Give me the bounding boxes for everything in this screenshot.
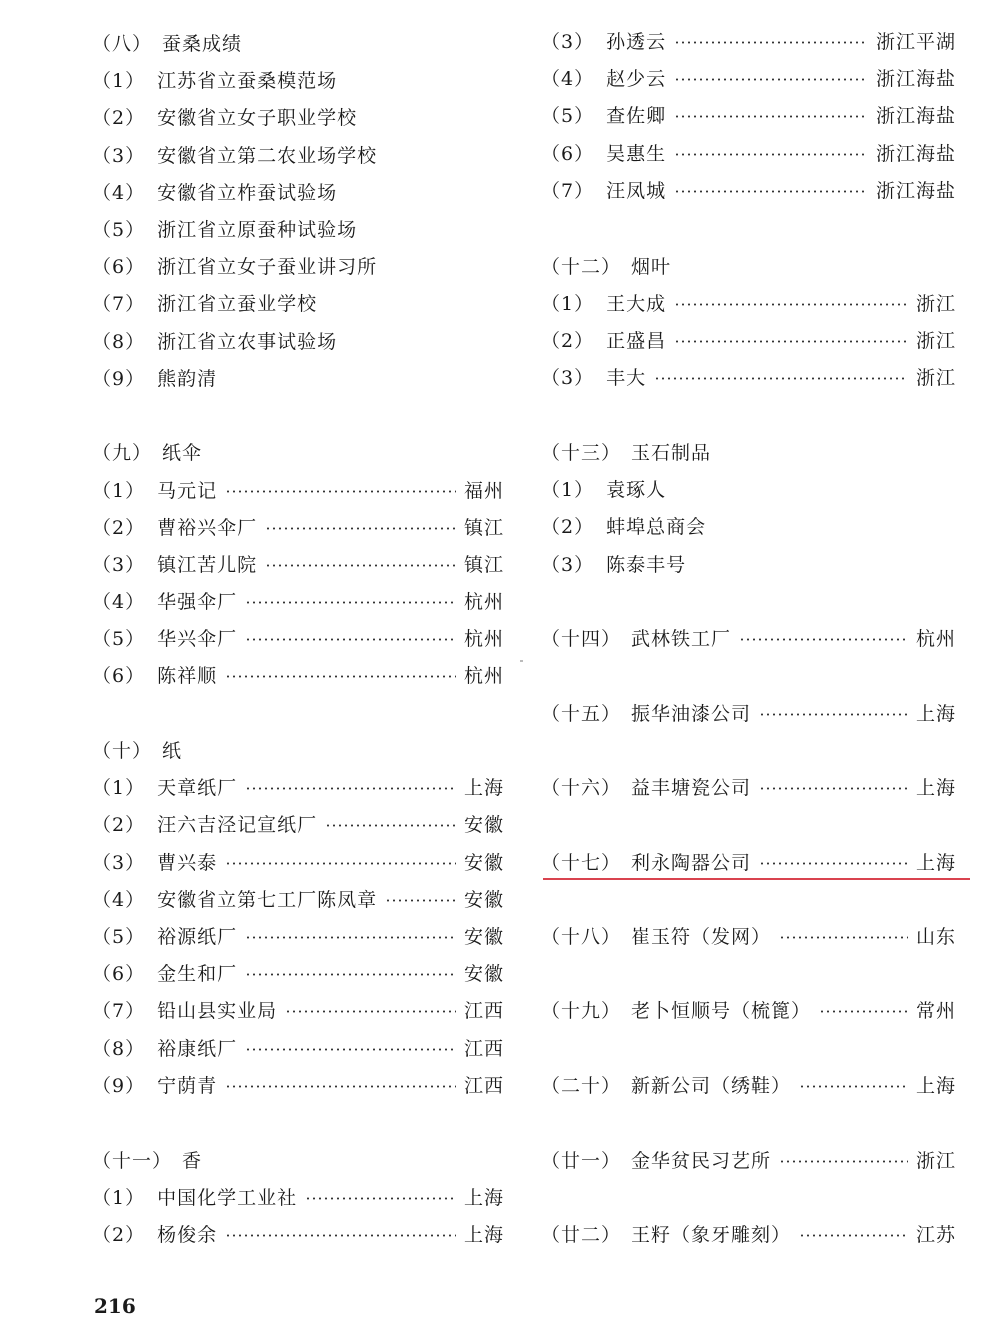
item-name: 烟叶 xyxy=(631,256,672,278)
item-location: 安徽 xyxy=(463,852,504,874)
section-heading xyxy=(92,1141,504,1178)
item-number: （3） xyxy=(92,852,146,874)
item-number: （6） xyxy=(541,143,595,165)
list-item xyxy=(541,134,956,171)
item-number: （十三） xyxy=(541,442,622,464)
item-name: 纸伞 xyxy=(162,442,203,464)
item-location: 浙江 xyxy=(915,1150,956,1172)
list-item xyxy=(541,358,956,395)
leader-dots xyxy=(674,190,868,193)
item-name: 金生和厂 xyxy=(157,963,238,985)
list-item xyxy=(92,471,504,508)
item-location: 杭州 xyxy=(463,628,504,650)
item-location: 杭州 xyxy=(915,628,956,650)
leader-dots xyxy=(245,1048,456,1051)
item-number: （2） xyxy=(541,330,595,352)
item-number: （1） xyxy=(92,70,146,92)
item-location: 上海 xyxy=(463,777,504,799)
list-item xyxy=(92,917,504,954)
item-number: （十九） xyxy=(541,1000,622,1022)
item-number: （5） xyxy=(541,105,595,127)
leader-dots xyxy=(225,1085,456,1088)
list-item xyxy=(92,656,504,693)
leader-dots xyxy=(225,1234,456,1237)
item-name: 安徽省立柞蚕试验场 xyxy=(157,182,338,204)
list-item xyxy=(92,1066,504,1103)
item-location: 上海 xyxy=(463,1187,504,1209)
leader-dots xyxy=(225,675,456,678)
item-name: 陈祥顺 xyxy=(157,665,218,687)
list-item xyxy=(92,768,504,805)
section-heading xyxy=(92,731,504,768)
leader-dots xyxy=(799,1234,908,1237)
item-location: 山东 xyxy=(915,926,956,948)
item-location: 浙江 xyxy=(915,293,956,315)
page-number: 216 xyxy=(94,1294,136,1318)
item-name: 华强伞厂 xyxy=(157,591,238,613)
item-number: （廿二） xyxy=(541,1224,622,1246)
item-name: 马元记 xyxy=(157,480,218,502)
leader-dots xyxy=(654,377,908,380)
leader-dots xyxy=(305,1197,456,1200)
leader-dots xyxy=(674,41,868,44)
section-heading xyxy=(541,694,956,731)
item-number: （二十） xyxy=(541,1075,622,1097)
item-number: （7） xyxy=(541,180,595,202)
list-item xyxy=(541,96,956,133)
item-number: （3） xyxy=(92,145,146,167)
list-item xyxy=(541,470,956,507)
item-number: （十七） xyxy=(541,852,622,874)
item-location: 杭州 xyxy=(463,591,504,613)
item-number: （1） xyxy=(92,777,146,799)
item-number: （8） xyxy=(92,331,146,353)
item-name: 纸 xyxy=(162,740,183,762)
item-number: （7） xyxy=(92,1000,146,1022)
item-name: 利永陶器公司 xyxy=(631,852,752,874)
list-item xyxy=(92,61,504,98)
item-location: 浙江平湖 xyxy=(875,31,956,53)
leader-dots xyxy=(265,564,456,567)
item-number: （6） xyxy=(92,963,146,985)
item-number: （4） xyxy=(92,182,146,204)
item-location: 安徽 xyxy=(463,889,504,911)
item-location: 上海 xyxy=(915,777,956,799)
red-underline xyxy=(543,878,970,880)
item-number: （5） xyxy=(92,219,146,241)
item-number: （9） xyxy=(92,1075,146,1097)
leader-dots xyxy=(674,115,868,118)
item-name: 安徽省立第二农业场学校 xyxy=(157,145,378,167)
item-number: （十） xyxy=(92,740,153,762)
item-location: 镇江 xyxy=(463,554,504,576)
leader-dots xyxy=(265,527,456,530)
list-item xyxy=(92,880,504,917)
leader-dots xyxy=(245,638,456,641)
item-name: 王大成 xyxy=(606,293,667,315)
list-item xyxy=(92,1029,504,1066)
section-heading xyxy=(541,1141,956,1178)
item-number: （9） xyxy=(92,368,146,390)
list-item xyxy=(92,582,504,619)
item-number: （8） xyxy=(92,1038,146,1060)
item-number: （4） xyxy=(92,889,146,911)
item-number: （十二） xyxy=(541,256,622,278)
list-item xyxy=(92,843,504,880)
item-name: 裕源纸厂 xyxy=(157,926,238,948)
item-name: 浙江省立原蚕种试验场 xyxy=(157,219,358,241)
leader-dots xyxy=(245,787,456,790)
item-number: （3） xyxy=(541,367,595,389)
item-number: （3） xyxy=(541,31,595,53)
item-name: 新新公司（绣鞋） xyxy=(631,1075,792,1097)
leader-dots xyxy=(385,899,456,902)
item-name: 中国化学工业社 xyxy=(157,1187,298,1209)
item-name: 赵少云 xyxy=(606,68,667,90)
item-number: （2） xyxy=(92,517,146,539)
leader-dots xyxy=(674,340,908,343)
item-name: 安徽省立第七工厂陈凤章 xyxy=(157,889,378,911)
item-name: 香 xyxy=(182,1150,203,1172)
list-item xyxy=(92,1178,504,1215)
item-location: 安徽 xyxy=(463,926,504,948)
leader-dots xyxy=(759,787,908,790)
item-number: （2） xyxy=(92,814,146,836)
item-name: 浙江省立女子蚕业讲习所 xyxy=(157,256,378,278)
list-item xyxy=(92,173,504,210)
item-name: 孙透云 xyxy=(606,31,667,53)
item-number: （5） xyxy=(92,628,146,650)
list-item xyxy=(92,136,504,173)
item-location: 浙江海盐 xyxy=(875,180,956,202)
list-item xyxy=(92,991,504,1028)
leader-dots xyxy=(225,490,456,493)
item-name: 裕康纸厂 xyxy=(157,1038,238,1060)
scan-speck xyxy=(520,660,523,662)
leader-dots xyxy=(245,936,456,939)
item-name: 曹裕兴伞厂 xyxy=(157,517,258,539)
item-name: 熊韵清 xyxy=(157,368,218,390)
leader-dots xyxy=(779,936,908,939)
leader-dots xyxy=(799,1085,908,1088)
item-name: 天章纸厂 xyxy=(157,777,238,799)
item-number: （十四） xyxy=(541,628,622,650)
item-number: （3） xyxy=(92,554,146,576)
item-number: （1） xyxy=(92,480,146,502)
item-location: 安徽 xyxy=(463,814,504,836)
item-name: 查佐卿 xyxy=(606,105,667,127)
leader-dots xyxy=(779,1160,908,1163)
item-location: 福州 xyxy=(463,480,504,502)
list-item xyxy=(541,507,956,544)
section-heading xyxy=(541,433,956,470)
section-heading xyxy=(541,917,956,954)
list-item xyxy=(92,210,504,247)
leader-dots xyxy=(325,824,456,827)
item-location: 上海 xyxy=(915,1075,956,1097)
list-item xyxy=(92,98,504,135)
item-name: 金华贫民习艺所 xyxy=(631,1150,772,1172)
item-location: 上海 xyxy=(463,1224,504,1246)
item-location: 浙江海盐 xyxy=(875,143,956,165)
section-heading xyxy=(541,1066,956,1103)
item-number: （十六） xyxy=(541,777,622,799)
item-name: 正盛昌 xyxy=(606,330,667,352)
item-location: 杭州 xyxy=(463,665,504,687)
leader-dots xyxy=(245,601,456,604)
item-name: 浙江省立蚕业学校 xyxy=(157,293,318,315)
item-name: 益丰塘瓷公司 xyxy=(631,777,752,799)
list-item xyxy=(541,22,956,59)
item-number: （十八） xyxy=(541,926,622,948)
item-number: （2） xyxy=(92,1224,146,1246)
section-heading xyxy=(541,843,956,880)
item-name: 浙江省立农事试验场 xyxy=(157,331,338,353)
list-item xyxy=(92,805,504,842)
leader-dots xyxy=(819,1010,908,1013)
leader-dots xyxy=(285,1010,456,1013)
item-name: 汪凤城 xyxy=(606,180,667,202)
item-number: （3） xyxy=(541,554,595,576)
item-location: 上海 xyxy=(915,852,956,874)
list-item xyxy=(92,359,504,396)
item-name: 蚌埠总商会 xyxy=(606,516,707,538)
item-location: 江西 xyxy=(463,1038,504,1060)
item-name: 振华油漆公司 xyxy=(631,703,752,725)
item-number: （5） xyxy=(92,926,146,948)
list-item xyxy=(541,171,956,208)
item-location: 浙江 xyxy=(915,367,956,389)
item-name: 曹兴泰 xyxy=(157,852,218,874)
list-item xyxy=(92,619,504,656)
item-location: 常州 xyxy=(915,1000,956,1022)
item-location: 浙江 xyxy=(915,330,956,352)
list-item xyxy=(92,954,504,991)
item-name: 吴惠生 xyxy=(606,143,667,165)
leader-dots xyxy=(245,973,456,976)
section-heading xyxy=(541,247,956,284)
item-number: （7） xyxy=(92,293,146,315)
item-number: （6） xyxy=(92,665,146,687)
section-heading xyxy=(541,1215,956,1252)
item-name: 玉石制品 xyxy=(631,442,712,464)
list-item xyxy=(541,321,956,358)
item-location: 上海 xyxy=(915,703,956,725)
list-item xyxy=(92,508,504,545)
leader-dots xyxy=(759,713,908,716)
item-name: 江苏省立蚕桑模范场 xyxy=(157,70,338,92)
item-name: 王籽（象牙雕刻） xyxy=(631,1224,792,1246)
item-number: （廿一） xyxy=(541,1150,622,1172)
list-item xyxy=(92,1215,504,1252)
item-name: 宁荫青 xyxy=(157,1075,218,1097)
section-heading xyxy=(541,991,956,1028)
item-number: （八） xyxy=(92,33,153,55)
item-location: 浙江海盐 xyxy=(875,68,956,90)
item-number: （十一） xyxy=(92,1150,173,1172)
item-name: 安徽省立女子职业学校 xyxy=(157,107,358,129)
leader-dots xyxy=(674,78,868,81)
item-location: 镇江 xyxy=(463,517,504,539)
item-name: 崔玉符（发网） xyxy=(631,926,772,948)
list-item xyxy=(541,59,956,96)
leader-dots xyxy=(739,638,908,641)
list-item xyxy=(92,545,504,582)
leader-dots xyxy=(674,153,868,156)
item-location: 江西 xyxy=(463,1075,504,1097)
list-item xyxy=(541,545,956,582)
item-number: （1） xyxy=(541,479,595,501)
item-location: 江西 xyxy=(463,1000,504,1022)
item-number: （1） xyxy=(541,293,595,315)
item-number: （6） xyxy=(92,256,146,278)
list-item xyxy=(92,322,504,359)
item-name: 老卜恒顺号（梳篦） xyxy=(631,1000,812,1022)
list-item xyxy=(92,247,504,284)
section-heading xyxy=(92,433,504,470)
section-heading xyxy=(541,619,956,656)
item-number: （十五） xyxy=(541,703,622,725)
leader-dots xyxy=(225,862,456,865)
item-name: 袁琢人 xyxy=(606,479,667,501)
item-name: 镇江苦儿院 xyxy=(157,554,258,576)
item-name: 丰大 xyxy=(606,367,647,389)
item-number: （4） xyxy=(541,68,595,90)
section-heading xyxy=(541,768,956,805)
item-location: 浙江海盐 xyxy=(875,105,956,127)
item-name: 华兴伞厂 xyxy=(157,628,238,650)
item-name: 汪六吉泾记宣纸厂 xyxy=(157,814,318,836)
item-number: （2） xyxy=(92,107,146,129)
list-item xyxy=(92,284,504,321)
item-name: 铅山县实业局 xyxy=(157,1000,278,1022)
section-heading xyxy=(92,24,504,61)
item-number: （2） xyxy=(541,516,595,538)
list-item xyxy=(541,284,956,321)
item-name: 蚕桑成绩 xyxy=(162,33,243,55)
item-number: （4） xyxy=(92,591,146,613)
leader-dots xyxy=(759,862,908,865)
item-location: 安徽 xyxy=(463,963,504,985)
leader-dots xyxy=(674,303,908,306)
item-name: 武林铁工厂 xyxy=(631,628,732,650)
item-number: （1） xyxy=(92,1187,146,1209)
item-name: 陈泰丰号 xyxy=(606,554,687,576)
item-name: 杨俊余 xyxy=(157,1224,218,1246)
item-location: 江苏 xyxy=(915,1224,956,1246)
item-number: （九） xyxy=(92,442,153,464)
